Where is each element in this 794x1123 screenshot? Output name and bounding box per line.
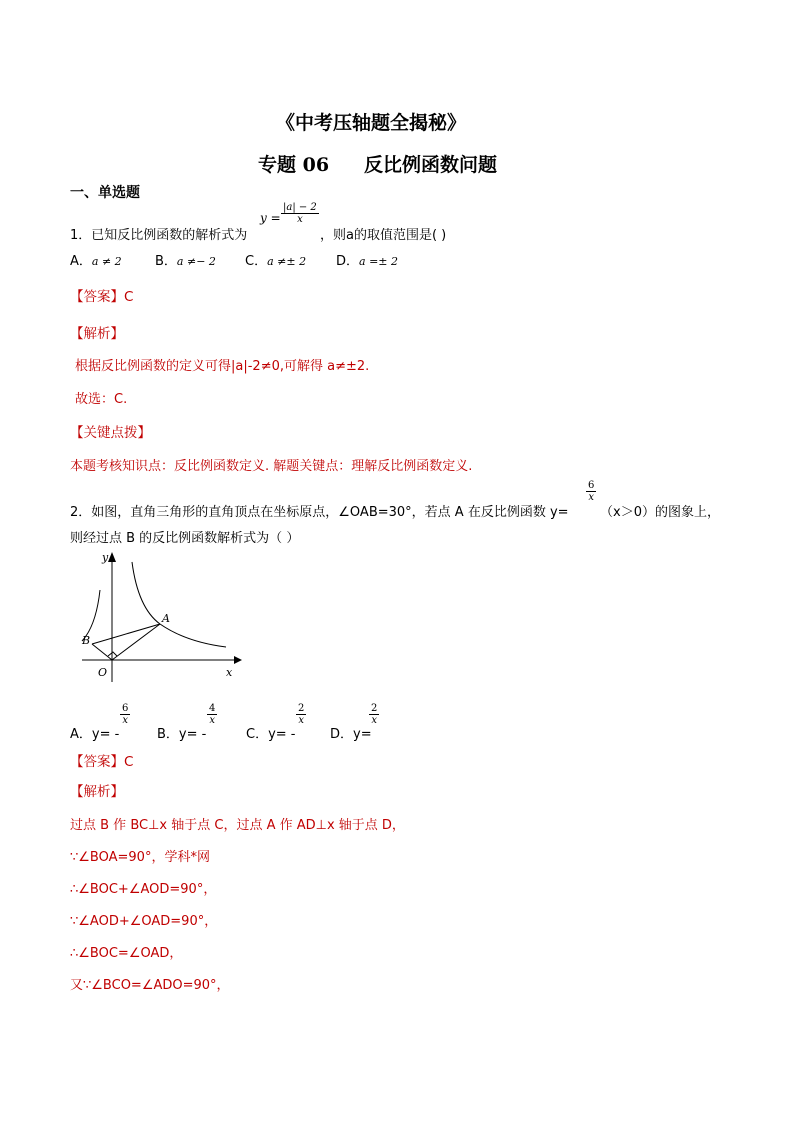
q2-option-b: B．y= - <box>157 727 207 742</box>
q2-stem-line1-prefix: 2．如图，直角三角形的直角顶点在坐标原点，∠OAB=30°，若点 A 在反比例函数 y= <box>70 505 569 520</box>
q1-option-a: A．a ≠ 2 <box>70 254 122 269</box>
q2-option-c: C．y= - <box>246 727 296 742</box>
segment-ab <box>92 624 160 644</box>
q2-option-b-fraction: $\frac{4}{x}$ <box>209 703 216 726</box>
q2-option-a-fraction: $\frac{6}{x}$ <box>122 703 129 726</box>
point-b-label: B <box>82 634 91 647</box>
page-title: 《中考压轴题全揭秘》 <box>276 112 467 134</box>
q2-option-d-fraction: $\frac{2}{x}$ <box>371 703 378 726</box>
x-axis-label: x <box>226 666 233 679</box>
q2-option-d: D．y= <box>330 727 372 742</box>
q1-formula-fraction <box>281 202 319 225</box>
topic-name: 反比例函数问题 <box>364 154 498 176</box>
q2-option-c-fraction: $\frac{2}{x}$ <box>298 703 305 726</box>
q2-solution-line5: ∴∠BOC=∠OAD， <box>70 946 183 961</box>
q1-analysis-label: 【解析】 <box>70 326 124 342</box>
topic-number: 专题 06 <box>258 154 330 176</box>
segment-ob <box>92 644 112 660</box>
q1-answer: 【答案】C <box>70 289 134 305</box>
x-axis-arrow-icon <box>234 656 242 664</box>
y-axis-arrow-icon <box>108 552 116 562</box>
q2-answer: 【答案】C <box>70 754 134 770</box>
q2-solution-line4: ∵∠AOD+∠OAD=90°， <box>70 914 218 929</box>
q2-stem-line1-suffix: （x＞0）的图象上， <box>600 505 720 520</box>
y-axis-label: y <box>102 551 109 564</box>
q1-option-c: C．a ≠± 2 <box>245 254 307 269</box>
q1-key-label: 【关键点拨】 <box>70 425 151 441</box>
q2-analysis-label: 【解析】 <box>70 784 124 800</box>
q1-analysis-line1: 根据反比例函数的定义可得|a|-2≠0,可解得 a≠±2. <box>75 359 370 374</box>
q2-stem-line2: 则经过点 B 的反比例函数解析式为（ ） <box>70 531 300 546</box>
q1-formula-y: y = <box>260 211 281 225</box>
q1-analysis-line2: 故选：C. <box>75 392 128 407</box>
q1-formula-numerator: |a| − 2 <box>283 202 317 213</box>
q1-stem-prefix: 1．已知反比例函数的解析式为 <box>70 228 248 243</box>
q1-formula-denominator: x <box>281 213 319 225</box>
q1-stem-suffix: ，则a的取值范围是( ) <box>320 228 447 243</box>
point-a-label: A <box>162 612 170 625</box>
q2-stem-fraction: $\frac{6}{x}$ <box>588 480 595 503</box>
q1-option-b: B．a ≠− 2 <box>155 254 216 269</box>
section-heading: 一、单选题 <box>70 185 140 201</box>
origin-label: O <box>98 666 108 679</box>
q2-solution-line6: 又∵∠BCO=∠ADO=90°， <box>70 978 230 993</box>
q1-key-text: 本题考核知识点：反比例函数定义. 解题关键点：理解反比例函数定义. <box>70 459 473 474</box>
q2-solution-line2: ∵∠BOA=90°，学科*网 <box>70 850 210 865</box>
q2-solution-line3: ∴∠BOC+∠AOD=90°， <box>70 882 217 897</box>
q2-solution-line1: 过点 B 作 BC⊥x 轴于点 C，过点 A 作 AD⊥x 轴于点 D， <box>70 818 405 833</box>
q2-figure <box>76 548 246 686</box>
q1-option-d: D．a =± 2 <box>336 254 398 269</box>
segment-oa <box>112 624 160 660</box>
q2-option-a: A．y= - <box>70 727 120 742</box>
